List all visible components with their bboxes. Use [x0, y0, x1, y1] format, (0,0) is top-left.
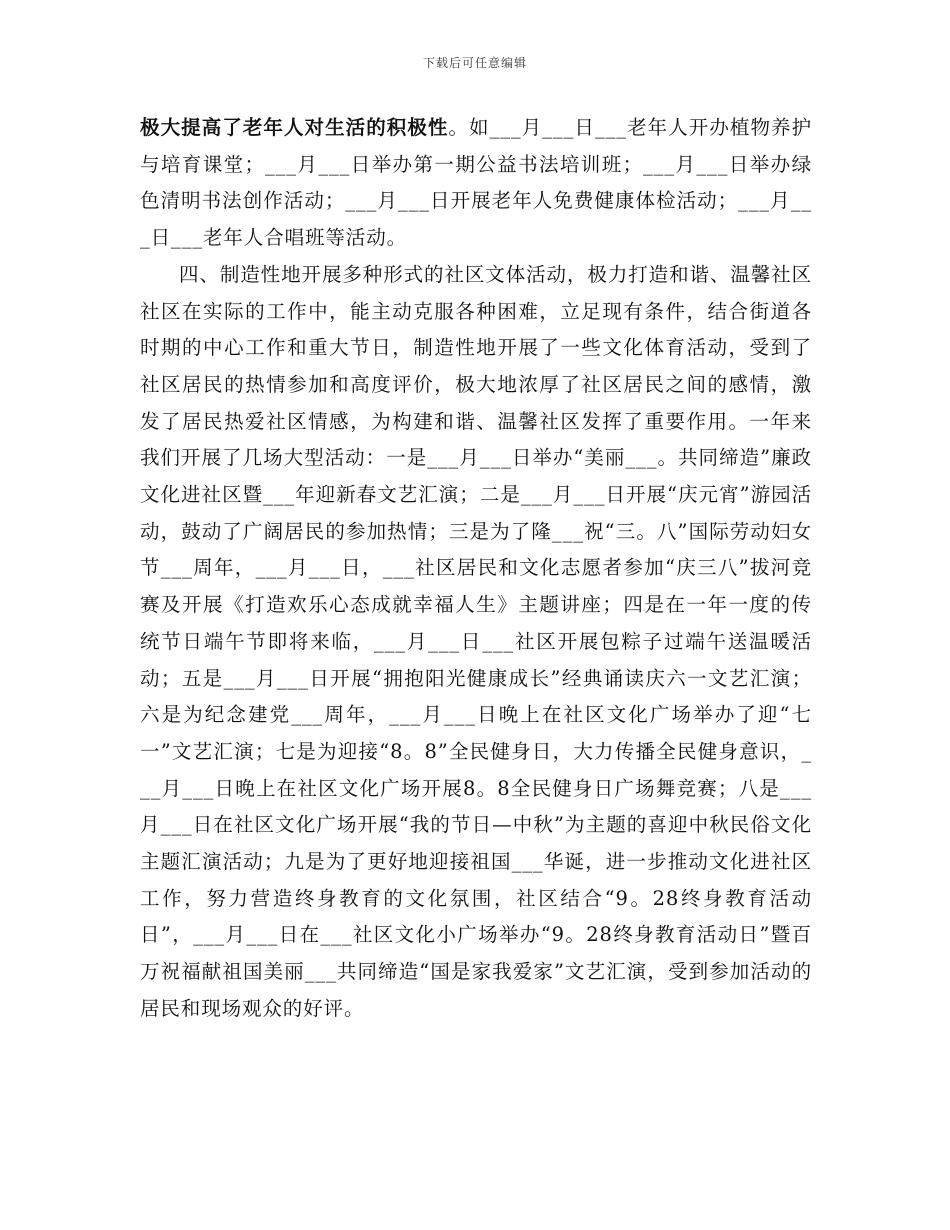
paragraph-1-text: 。如___月___日___老年人开办植物养护与培育课堂；___月___日举办第一期公益书法培训班；___月___日举办绿色清明书法创作活动；___月___日开展老年人免费健康体检活动；___月___日___老年人合唱班等活动。 — [140, 116, 812, 250]
paragraph-1 — [140, 110, 812, 257]
page-header-note: 下载后可任意编辑 — [422, 56, 527, 70]
paragraph-1-bold-lead: 极大提高了老年人对生活的积极性 — [140, 116, 449, 139]
paragraph-2 — [140, 257, 812, 1028]
paragraph-2-text: 四、制造性地开展多种形式的社区文体活动，极力打造和谐、温馨社区社区在实际的工作中，能主动克服各种困难，立足现有条件，结合街道各时期的中心工作和重大节日，制造性地开展了一些文化体育活动，受到了社区居民的热情参加和高度评价，极大地浓厚了社区居民之间的感情，激发了居民热爱社区情感，为构建和谐、温馨社区发挥了重要作用。一年来我们开展了几场大型活动：一是___月___日举办“美丽___。共同缔造”廉政文化进社区暨___年迎新春文艺汇演；二是___月___日开展“庆元宵”游园活动，鼓动了广阔居民的参加热情；三是为了隆___祝“三。八”国际劳动妇女节___周年，___月___日，___社区居民和文化志愿者参加“庆三八”拔河竞赛及开展《打造欢乐心态成就幸福人生》主题讲座；四是在一年一度的传统节日端午节即将来临，___月___日___社区开展包粽子过端午送温暖活动；五是___月___日开展“拥抱阳光健康成长”经典诵读庆六一文艺汇演；六是为纪念建党___周年，___月___日晚上在社区文化广场举办了迎“七一”文艺汇演；七是为迎接“8。8”全民健身日，大力传播全民健身意识，___月___日晚上在社区文化广场开展8。8全民健身日广场舞竞赛；八是___月___日在社区文化广场开展“我的节日—中秋”为主题的喜迎中秋民俗文化主题汇演活动；九是为了更好地迎接祖国___华诞，进一步推动文化进社区工作，努力营造终身教育的文化氛围，社区结合“9。28终身教育活动日”，___月___日在___社区文化小广场举办“9。28终身教育活动日”暨百万祝福献祖国美丽___共同缔造“国是家我爱家”文艺汇演，受到参加活动的居民和现场观众的好评。 — [140, 262, 812, 1020]
document-body — [140, 110, 812, 1028]
